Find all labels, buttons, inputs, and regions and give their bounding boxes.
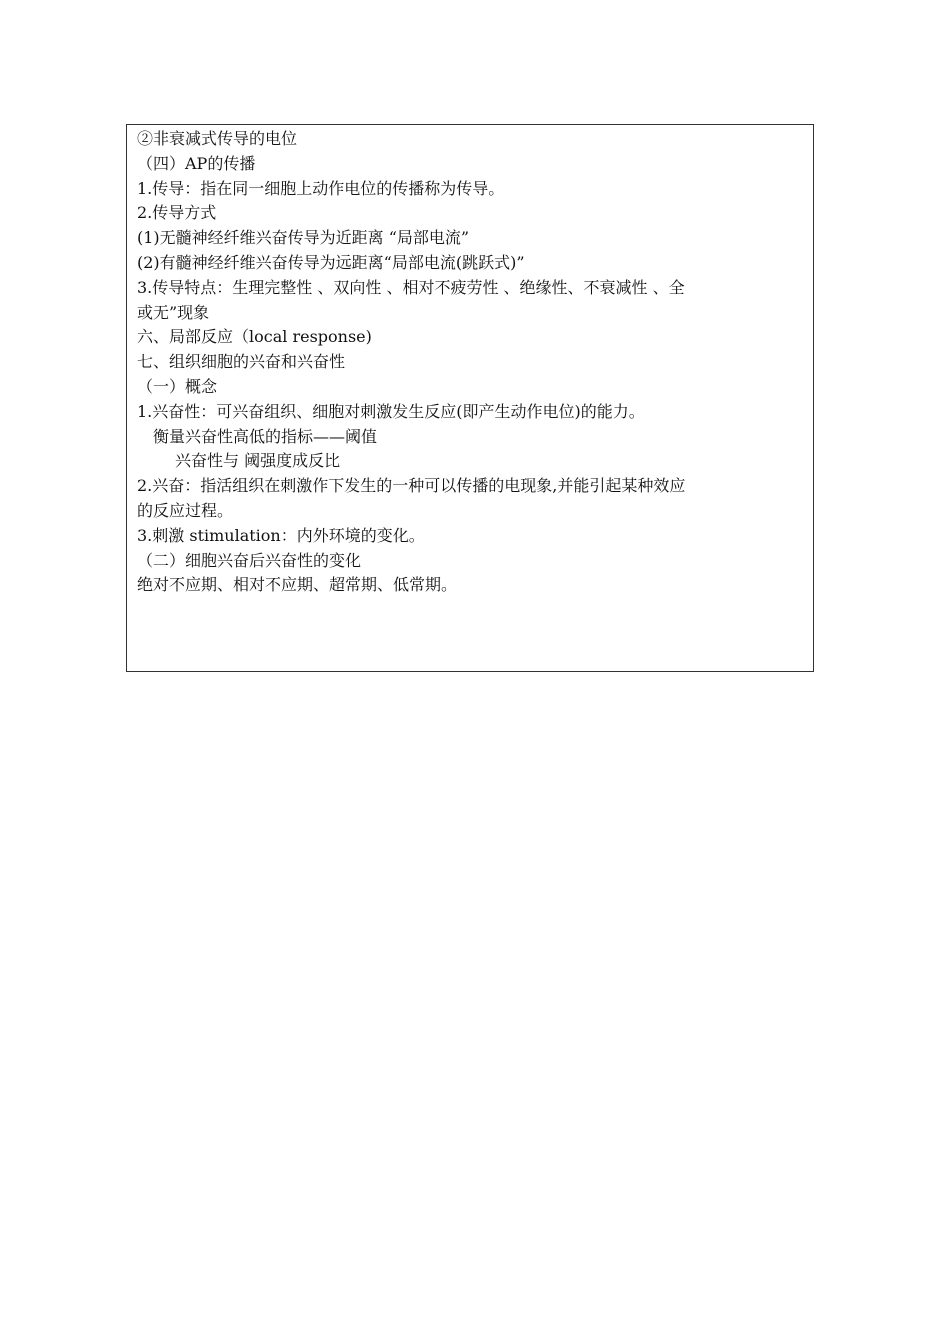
text-line-11: （一）概念: [137, 376, 218, 396]
text-line-3: 1.传导：指在同一细胞上动作电位的传播称为传导。: [137, 178, 505, 198]
text-line-10: 七、组织细胞的兴奋和兴奋性: [137, 352, 346, 372]
text-line-7: 3.传导特点：生理完整性 、双向性 、相对不疲劳性 、绝缘性、不衰减性 、全: [137, 277, 685, 297]
text-line-14: 兴奋性与 阈强度成反比: [175, 451, 341, 471]
text-line-17: 3.刺激 stimulation：内外环境的变化。: [137, 525, 425, 545]
text-line-13: 衡量兴奋性高低的指标——阈值: [153, 426, 378, 446]
text-line-15: 2.兴奋：指活组织在刺激作下发生的一种可以传播的电现象,并能引起某种效应: [137, 476, 686, 496]
text-line-18: （二）细胞兴奋后兴奋性的变化: [137, 550, 362, 570]
text-line-19: 绝对不应期、相对不应期、超常期、低常期。: [137, 575, 458, 595]
text-line-5: (1)无髓神经纤维兴奋传导为近距离 “局部电流”: [137, 228, 470, 248]
text-line-12: 1.兴奋性：可兴奋组织、细胞对刺激发生反应(即产生动作电位)的能力。: [137, 401, 645, 421]
text-line-4: 2.传导方式: [137, 203, 217, 223]
text-line-2: （四）AP的传播: [137, 153, 256, 173]
text-line-1: ②非衰减式传导的电位: [137, 129, 298, 148]
text-line-16: 的反应过程。: [137, 500, 234, 520]
content-box: [126, 124, 814, 672]
text-line-8: 或无”现象: [137, 302, 210, 322]
text-line-9: 六、局部反应（local response): [137, 327, 372, 347]
text-line-6: (2)有髓神经纤维兴奋传导为远距离“局部电流(跳跃式)”: [137, 252, 525, 272]
